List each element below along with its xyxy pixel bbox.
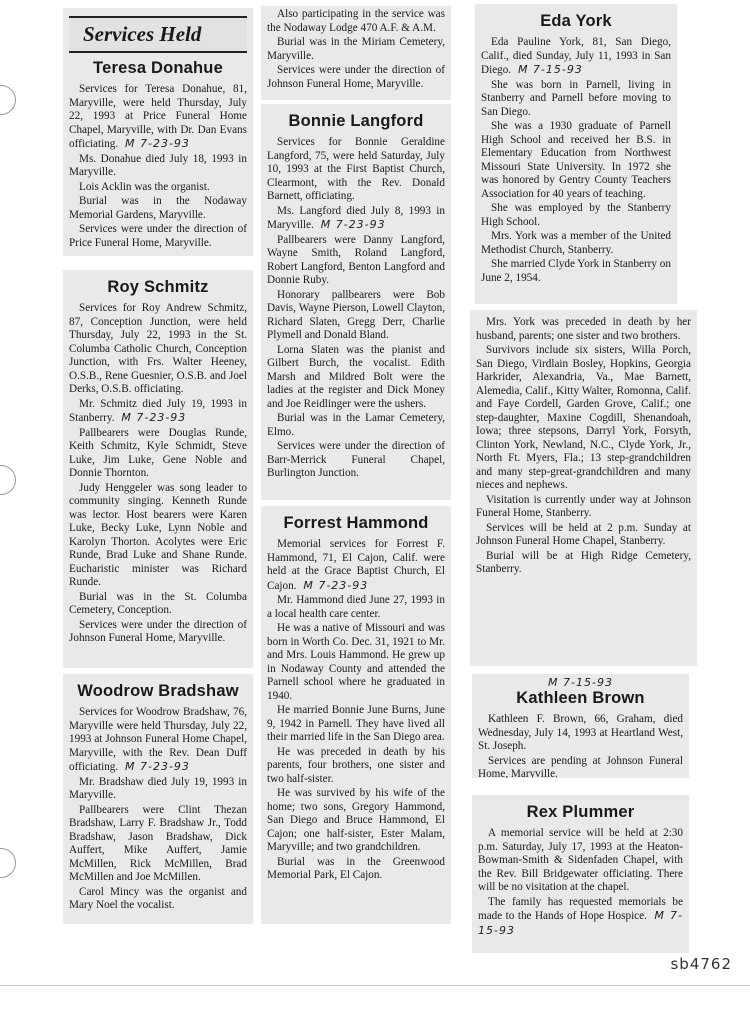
obituary-paragraph: Kathleen F. Brown, 66, Graham, died Wednesday, July 14, 1993 at Heartland West, St. Joseph. — [478, 713, 683, 752]
obituary-roy-schmitz — [63, 270, 253, 668]
obituary-name: Rex Plummer — [526, 803, 635, 821]
archive-stamp: sb4762 — [670, 955, 732, 973]
obituary-paragraph: She married Clyde York in Stanberry on June 2, 1954. — [481, 258, 671, 284]
obituary-paragraph: He married Bonnie June Burns, June 9, 1942 in Parnell. They have lived all their married life in the San Diego area. — [267, 704, 445, 743]
obituary-paragraph: He was preceded in death by his parents, four brothers, one sister and two half-sister. — [267, 745, 445, 785]
binder-hole-middle — [0, 465, 16, 495]
obituary-paragraph: A memorial service will be held at 2:30 p.m. Saturday, July 17, 1993 at the Heaton-Bowman-Smith & Sidenfaden Chapel, with the Rev. Bill Bridgewater officiating. There will be no visitation at the chapel. — [478, 827, 683, 893]
obituary-paragraph — [481, 36, 671, 78]
obituary-paragraph: Pallbearers were Danny Langford, Wayne Smith, Roland Langford, Robert Langford, Benton Langford and Donnie Ruby. — [267, 233, 445, 286]
obituary-text: Memorial services for Forrest F. Hammond, 71, El Cajon, Calif. were held at the Grace Baptist Church, El Cajon. — [267, 538, 445, 592]
obituary-paragraph: Burial was in the Miriam Cemetery, Maryville. — [267, 36, 445, 62]
obituary-name: Forrest Hammond — [283, 514, 429, 532]
obituary-name: Bonnie Langford — [288, 112, 424, 130]
obituary-paragraph: Pallbearers were Douglas Runde, Keith Schmitz, Kyle Schmidt, Steve Luke, Jim Luke, Gene Noble and Donnie Thornton. — [69, 426, 247, 479]
obituary-paragraph — [69, 398, 247, 426]
obituary-forrest-hammond — [261, 506, 451, 924]
obituary-paragraph: Mrs. York was preceded in death by her husband, parents; one sister and two brothers. — [476, 316, 691, 342]
obituary-paragraph — [267, 205, 445, 233]
obituary-paragraph: He was survived by his wife of the home; two sons, Gregory Hammond, San Diego and Bruce Hammond, El Cajon; one half-sister, Ester Malam, Maryville; and two grandchildren. — [267, 787, 445, 853]
binder-hole-top — [0, 85, 16, 115]
handwritten-date: M 7-23-93 — [303, 578, 369, 592]
obituary-paragraph: He was a native of Missouri and was born in Worth Co. Dec. 31, 1921 to Mr. and Mrs. Louis Hammond. He grew up in Nodaway County and attended the Parnell school where he graduated in 1940. — [267, 622, 445, 702]
obituary-kathleen-brown — [472, 674, 689, 778]
handwritten-date: M 7-23-93 — [121, 411, 187, 424]
obituary-paragraph: Services were under the direction of Price Funeral Home, Maryville. — [69, 223, 247, 249]
obituary-paragraph: Judy Henggeler was song leader to community singing. Kenneth Runde was lector. Host bearers were Karen Luke, Becky Luke, Lynn Noble and Karolyn Thorton. Acolytes were Eric Runde, Brad Luke and Shane Runde. Eucharistic minister was Richard Runde. — [69, 481, 247, 588]
handwritten-date: M 7-15-93 — [478, 909, 683, 937]
obituary-woodrow-bradshaw — [63, 674, 253, 924]
obituary-name: Eda York — [540, 12, 612, 30]
binder-hole-bottom — [0, 848, 16, 878]
obituary-paragraph: Services were under the direction of Johnson Funeral Home, Maryville. — [267, 64, 445, 90]
obituary-paragraph — [267, 538, 445, 593]
obituary-eda-york-continued — [470, 310, 697, 666]
obituary-text: Services for Woodrow Bradshaw, 76, Maryville were held Thursday, July 22, 1993 at Johnson Funeral Home Chapel, Maryville, with the Rev. Dean Duff officiating. — [69, 706, 247, 773]
obituary-paragraph: Services for Roy Andrew Schmitz, 87, Conception Junction, were held Thursday, July 22, 1993 in the St. Columba Catholic Church, Conception Junction, with Frs. Walter Heeney, O.S.B., Rene Guesnier, O.S.B. and Joel Derks, O.S.B. officiating. — [69, 302, 247, 395]
obituary-paragraph: Pallbearers were Clint Thezan Bradshaw, Larry F. Bradshaw Jr., Todd Bradshaw, Jason Bradshaw, Dick Auffert, Mike Auffert, Jamie McMillen, Rick McMillen, Brad McMillen and Joe McMillen. — [69, 803, 247, 883]
obituary-text: Eda Pauline York, 81, San Diego, Calif., died Sunday, July 11, 1993 in San Diego. — [481, 36, 671, 76]
obituary-text: Mr. Schmitz died July 19, 1993 in Stanberry. — [69, 397, 247, 424]
obituary-paragraph — [69, 83, 247, 152]
handwritten-date: M 7-23-93 — [125, 760, 190, 773]
obituary-continuation-nodaway — [261, 6, 451, 100]
obituary-paragraph: She was employed by the Stanberry High School. — [481, 202, 671, 228]
handwritten-date: M 7-15-93 — [548, 676, 613, 689]
obituary-paragraph: Services will be held at 2 p.m. Sunday at Johnson Funeral Home Chapel, Stanberry. — [476, 521, 691, 547]
handwritten-date: M 7-23-93 — [125, 137, 190, 150]
obituary-paragraph: Visitation is currently under way at Johnson Funeral Home, Stanberry. — [476, 493, 691, 519]
obituary-paragraph: Burial was in the Nodaway Memorial Gardens, Maryville. — [69, 195, 247, 221]
obituary-name: Kathleen Brown — [516, 689, 645, 707]
obituary-paragraph: Mr. Bradshaw died July 19, 1993 in Maryville. — [69, 775, 247, 801]
obituary-paragraph: Also participating in the service was the Nodaway Lodge 470 A.F. & A.M. — [267, 8, 445, 34]
obituary-paragraph: She was born in Parnell, living in Stanberry and Parnell before moving to San Diego. — [481, 78, 671, 118]
section-header: Services Held — [69, 16, 247, 53]
obituary-paragraph: Ms. Donahue died July 18, 1993 in Maryville. — [69, 152, 247, 178]
obituary-bonnie-langford — [261, 104, 451, 500]
obituary-text: Services for Teresa Donahue, 81, Maryville, were held Thursday, July 22, 1993 at Price Funeral Home Chapel, Maryville, with Dr. Dan Evans officiating. — [69, 83, 247, 150]
obituary-paragraph: Mrs. York was a member of the United Methodist Church, Stanberry. — [481, 230, 671, 256]
obituary-name: Roy Schmitz — [107, 278, 209, 296]
obituary-text: Ms. Langford died July 8, 1993 in Maryville. — [267, 204, 445, 231]
obituary-paragraph: Services for Bonnie Geraldine Langford, 75, were held Saturday, July 10, 1993 at the First Baptist Church, Clearmont, with the Rev. Donald Barnett, officiating. — [267, 136, 445, 202]
obituary-paragraph: Burial was in the Greenwood Memorial Park, El Cajon. — [267, 855, 445, 881]
page-bottom-edge — [0, 985, 750, 986]
obituary-paragraph: Mr. Hammond died June 27, 1993 in a local health care center. — [267, 594, 445, 620]
obituary-rex-plummer — [472, 795, 689, 953]
obituary-paragraph: Services are pending at Johnson Funeral Home, Maryville. — [478, 754, 683, 778]
obituary-paragraph — [478, 896, 683, 939]
obituary-paragraph: Services were under the direction of Johnson Funeral Home, Maryville. — [69, 618, 247, 644]
obituary-paragraph: She was a 1930 graduate of Parnell High School and received her B.S. in Elementary Education from Northwest Missouri State University. In 1972 she was honored by Gentry County Teachers Association for 40 years of teaching. — [481, 120, 671, 200]
obituary-paragraph: Lorna Slaten was the pianist and Gilbert Burch, the vocalist. Edith Marsh and Mildred Bolt were the ladies at the register and Dick Money and Joe Reidlinger were the ushers. — [267, 343, 445, 410]
obituary-paragraph: Honorary pallbearers were Bob Davis, Wayne Pierson, Lowell Clayton, Richard Slaten, Gregg Derr, Charlie Plymell and Donald Bland. — [267, 288, 445, 341]
obituary-paragraph: Burial was in the Lamar Cemetery, Elmo. — [267, 412, 445, 438]
obituary-paragraph: Burial will be at High Ridge Cemetery, Stanberry. — [476, 549, 691, 575]
obituary-name: Woodrow Bradshaw — [77, 682, 239, 700]
obituary-paragraph: Burial was in the St. Columba Cemetery, Conception. — [69, 590, 247, 616]
obituary-paragraph: Lois Acklin was the organist. — [79, 180, 210, 193]
obituary-name: Teresa Donahue — [93, 59, 223, 77]
obituary-paragraph — [69, 706, 247, 775]
obituary-teresa-donahue — [63, 8, 253, 256]
obituary-paragraph: Services were under the direction of Barr-Merrick Funeral Chapel, Burlington Junction. — [267, 440, 445, 479]
obituary-text: The family has requested memorials be made to the Hands of Hope Hospice. — [478, 895, 683, 922]
obituary-paragraph: Survivors include six sisters, Willa Porch, San Diego, Virdlain Bosley, Hopkins, Georgia Harkrider, Alexandria, Va., Mae Barnett, Alemedia, Calif., Kitty Walter, Romonna, Calif. and Faye Cordell, Garden Grove, Calif.; one step-daughter, Maxine Cogdill, Shenandoah, Iowa; three stepsons, Darryl York, Forsyth, Clinton York, Newland, N.C., Clyde York, Jr., North Ft. Myers, Fla.; 13 step-grandchildren and many step-great-grandchildren and many nieces and nephews. — [476, 344, 691, 491]
handwritten-date: M 7-15-93 — [517, 63, 583, 76]
obituary-paragraph: Carol Mincy was the organist and Mary Noel the vocalist. — [69, 885, 247, 911]
obituary-eda-york — [475, 4, 677, 304]
handwritten-date: M 7-23-93 — [320, 218, 386, 231]
